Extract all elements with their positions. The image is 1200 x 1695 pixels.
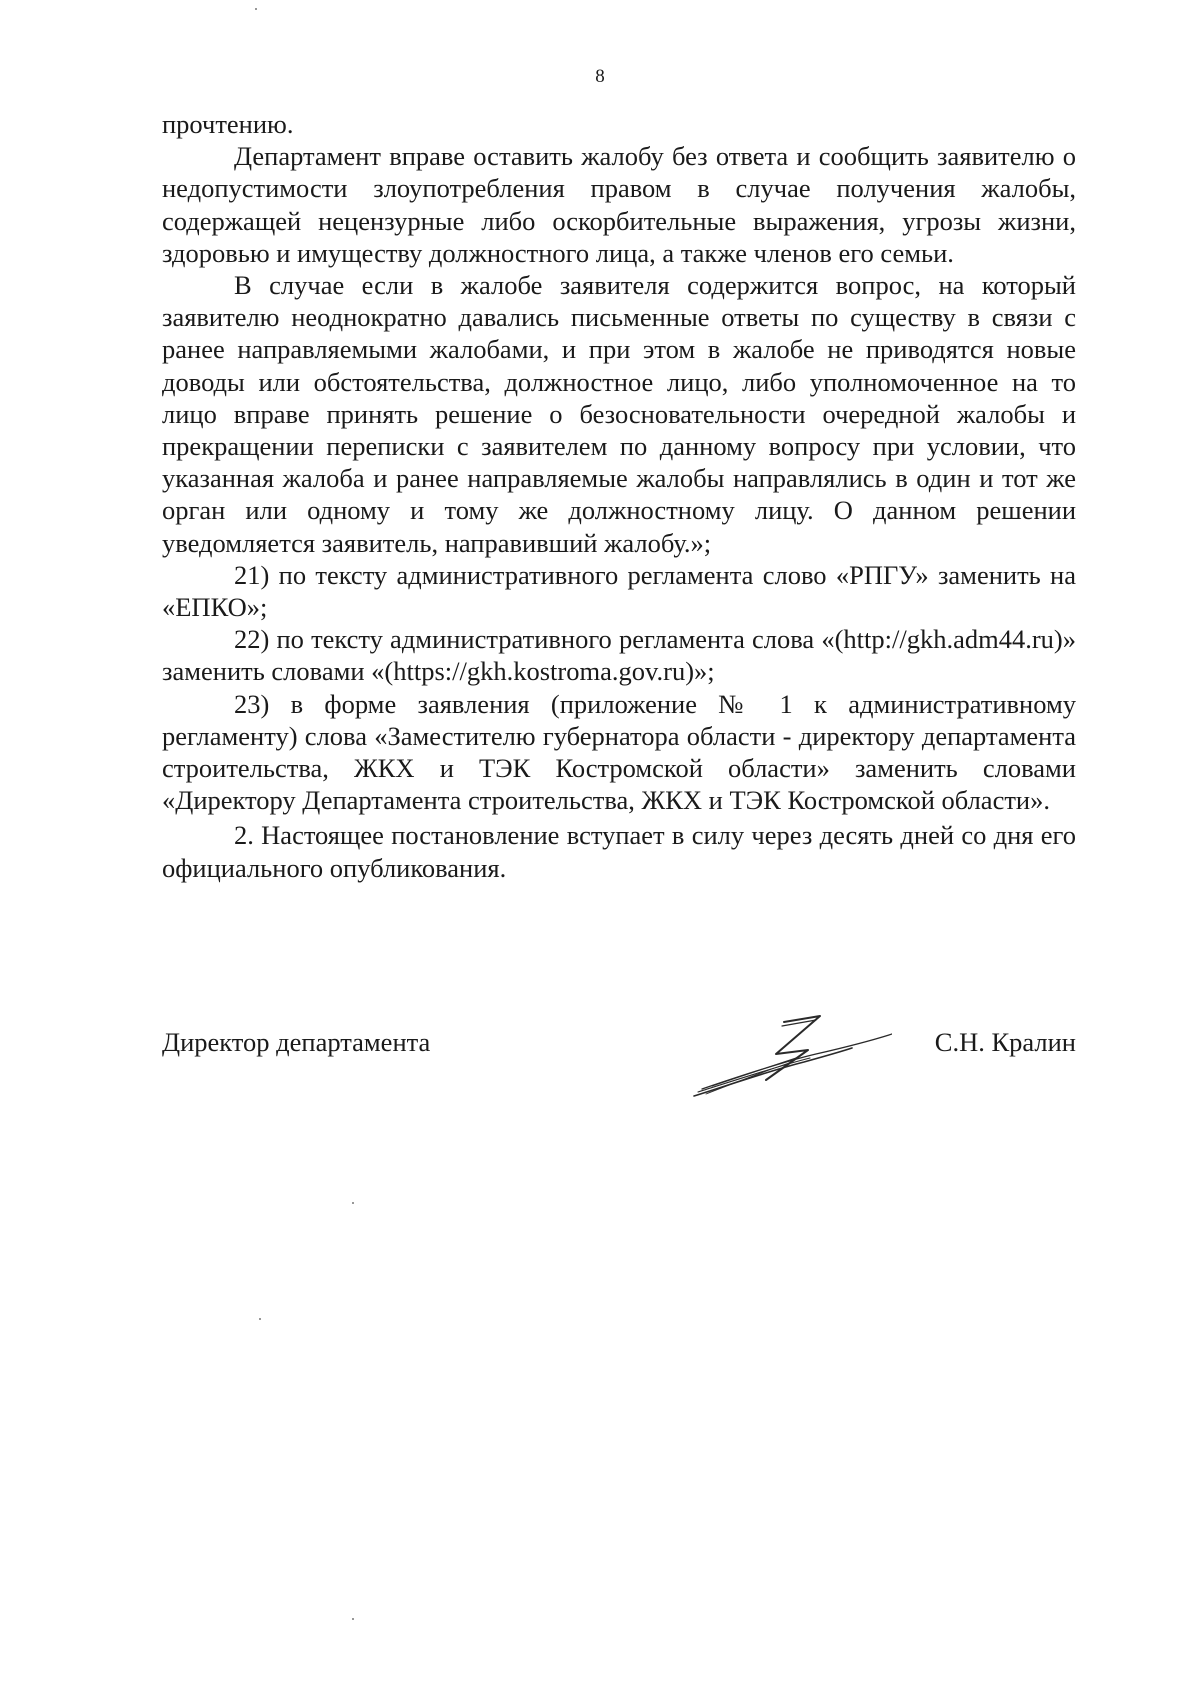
scan-speck — [255, 8, 257, 10]
paragraph-item-21: 21) по тексту административного регламента слово «РПГУ» заменить на «ЕПКО»; — [162, 559, 1076, 623]
scan-speck — [352, 1202, 354, 1204]
scan-speck — [352, 1618, 354, 1620]
paragraph-complaint-no-answer: Департамент вправе оставить жалобу без ответа и сообщить заявителю о недопустимости злоупотребления правом в случае получения жалобы, содержащей нецензурные либо оскорбительные выражения, угрозы жизни, здоровью и имуществу должностного лица, а также членов его семьи. — [162, 141, 1076, 268]
paragraph-item-23: 23) в форме заявления (приложение № 1 к административному регламенту) слова «Заместителю губернатора области - директору департамента строительства, ЖКХ и ТЭК Костромской области» заменить словами «Директору Департамента строительства, ЖКХ и ТЭК Костромской области». — [162, 688, 1076, 816]
scan-speck — [259, 1318, 261, 1320]
paragraph-repeated-complaint: В случае если в жалобе заявителя содержится вопрос, на который заявителю неоднократно давались письменные ответы по существу в связи с ранее направляемыми жалобами, и при этом в жалобе не приводятся новые доводы или обстоятельства, должностное лицо, либо уполномоченное на то лицо вправе принять решение о безосновательности очередной жалобы и прекращении переписки с заявителем по данному вопросу при условии, что указанная жалоба и ранее направляемые жалобы направлялись в один и тот же орган или одному и тому же должностному лицу. О данном решении уведомляется заявитель, направивший жалобу.»; — [162, 270, 1076, 558]
handwritten-signature — [692, 1010, 892, 1100]
paragraph-item-22: 22) по тексту административного регламента слова «(http://gkh.adm44.ru)» заменить словами «(https://gkh.kostroma.gov.ru)»; — [162, 624, 1076, 687]
document-body — [162, 108, 1076, 884]
paragraph-continuation: прочтению. — [162, 109, 294, 139]
signature-block — [162, 1018, 1076, 1098]
paragraph-effective-date: 2. Настоящее постановление вступает в силу через десять дней со дня его официального опубликования. — [162, 820, 1076, 883]
signer-name: С.Н. Кралин — [934, 1027, 1076, 1057]
signer-title: Директор департамента — [162, 1027, 431, 1057]
page-number: 8 — [595, 66, 605, 87]
